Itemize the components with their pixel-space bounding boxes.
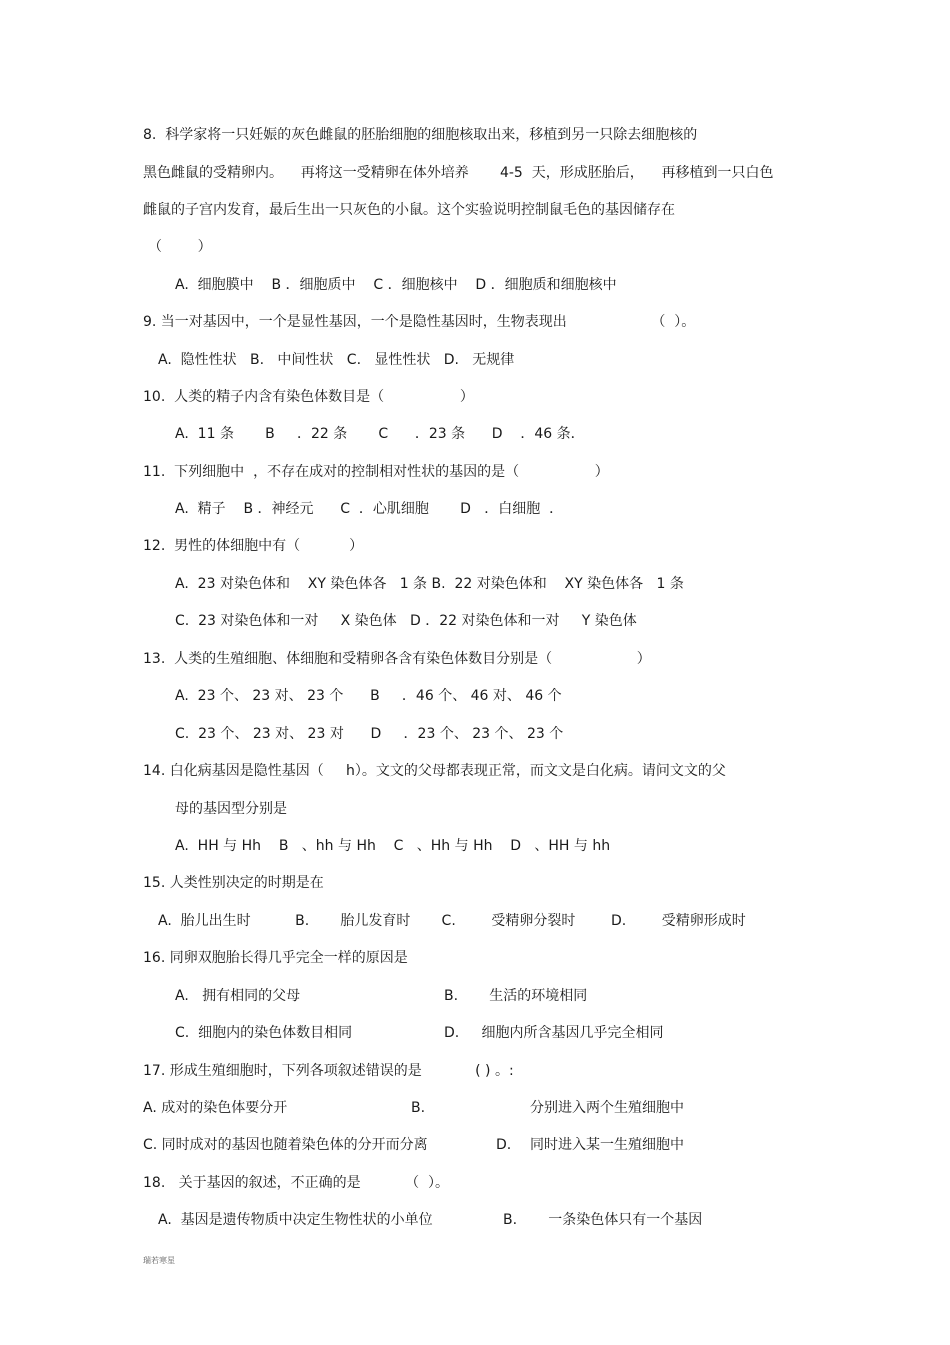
q15-stem: 15. 人类性别决定的时期是在 bbox=[143, 875, 324, 891]
q16-option-c: C. 细胞内的染色体数目相同 bbox=[175, 1025, 353, 1041]
q9-stem: 9. 当一对基因中，一个是显性基因，一个是隐性基因时，生物表现出 （ ）。 bbox=[143, 314, 696, 330]
q17-option-d-letter: D. bbox=[496, 1137, 512, 1153]
q16-option-a: A. 拥有相同的父母 bbox=[175, 988, 301, 1004]
q13-stem: 13. 人类的生殖细胞、体细胞和受精卵各含有染色体数目分别是（ ） bbox=[143, 651, 651, 667]
q8-answer-paren: （ ） bbox=[148, 239, 212, 255]
q18-stem: 18. 关于基因的叙述，不正确的是 （ ）。 bbox=[143, 1175, 450, 1191]
q17-option-c: C. 同时成对的基因也随着染色体的分开而分离 bbox=[143, 1137, 428, 1153]
q18-option-b: B. 一条染色体只有一个基因 bbox=[503, 1212, 703, 1228]
q10-options: A. 11 条 B ．22 条 C ．23 条 D ．46 条． bbox=[175, 426, 585, 442]
q8-stem-line-1: 8. 科学家将一只妊娠的灰色雌鼠的胚胎细胞的细胞核取出来，移植到另一只除去细胞核的 bbox=[143, 127, 698, 143]
footer-text: 瑞若寒星 bbox=[143, 1256, 175, 1265]
q12-option-line-1: A. 23 对染色体和 XY 染色体各 1 条 B. 22 对染色体和 XY 染色体各 1 条 bbox=[175, 576, 684, 592]
q9-options: A. 隐性性状 B. 中间性状 C. 显性性状 D. 无规律 bbox=[158, 352, 515, 368]
q13-option-line-2: C. 23 个、 23 对、 23 对 D ．23 个、 23 个、 23 个 bbox=[175, 726, 564, 742]
q11-options: A. 精子 B ．神经元 C ．心肌细胞 D ．白细胞 ． bbox=[175, 501, 564, 517]
q16-option-b: B. 生活的环境相同 bbox=[444, 988, 588, 1004]
q12-stem: 12. 男性的体细胞中有（ ） bbox=[143, 538, 364, 554]
q11-stem: 11. 下列细胞中 ，不存在成对的控制相对性状的基因的是（ ） bbox=[143, 464, 609, 480]
q8-options: A. 细胞膜中 B ．细胞质中 C ．细胞核中 D ．细胞质和细胞核中 bbox=[175, 277, 617, 293]
q18-option-a: A. 基因是遗传物质中决定生物性状的小单位 bbox=[158, 1212, 433, 1228]
q15-options: A. 胎儿出生时 B. 胎儿发育时 C. 受精卵分裂时 D. 受精卵形成时 bbox=[158, 913, 746, 929]
q10-stem: 10. 人类的精子内含有染色体数目是（ ） bbox=[143, 389, 474, 405]
q14-options: A. HH 与 Hh B 、hh 与 Hh C 、Hh 与 Hh D 、HH 与 hh bbox=[175, 838, 611, 854]
q17-option-b-letter: B. bbox=[411, 1100, 426, 1116]
q14-stem-line-2: 母的基因型分别是 bbox=[175, 801, 287, 817]
q12-option-line-2: C. 23 对染色体和一对 X 染色体 D ．22 对染色体和一对 Y 染色体 bbox=[175, 613, 637, 629]
q8-stem-line-3: 雌鼠的子宫内发育，最后生出一只灰色的小鼠。这个实验说明控制鼠毛色的基因储存在 bbox=[143, 202, 675, 218]
q14-stem-line-1: 14. 白化病基因是隐性基因（ h）。文文的父母都表现正常，而文文是白化病。请问文文的父 bbox=[143, 763, 726, 779]
q17-option-b-text: 分别进入两个生殖细胞中 bbox=[530, 1100, 684, 1116]
q17-stem: 17. 形成生殖细胞时，下列各项叙述错误的是 ( ) 。: bbox=[143, 1063, 514, 1079]
q17-option-a: A. 成对的染色体要分开 bbox=[143, 1100, 288, 1116]
q13-option-line-1: A. 23 个、 23 对、 23 个 B ．46 个、 46 对、 46 个 bbox=[175, 688, 562, 704]
q16-stem: 16. 同卵双胞胎长得几乎完全一样的原因是 bbox=[143, 950, 408, 966]
q17-option-d-text: 同时进入某一生殖细胞中 bbox=[530, 1137, 684, 1153]
q8-stem-line-2: 黑色雌鼠的受精卵内。 再将这一受精卵在体外培养 4-5 天，形成胚胎后， 再移植到一只白色 bbox=[143, 165, 774, 181]
q16-option-d: D. 细胞内所含基因几乎完全相同 bbox=[444, 1025, 664, 1041]
